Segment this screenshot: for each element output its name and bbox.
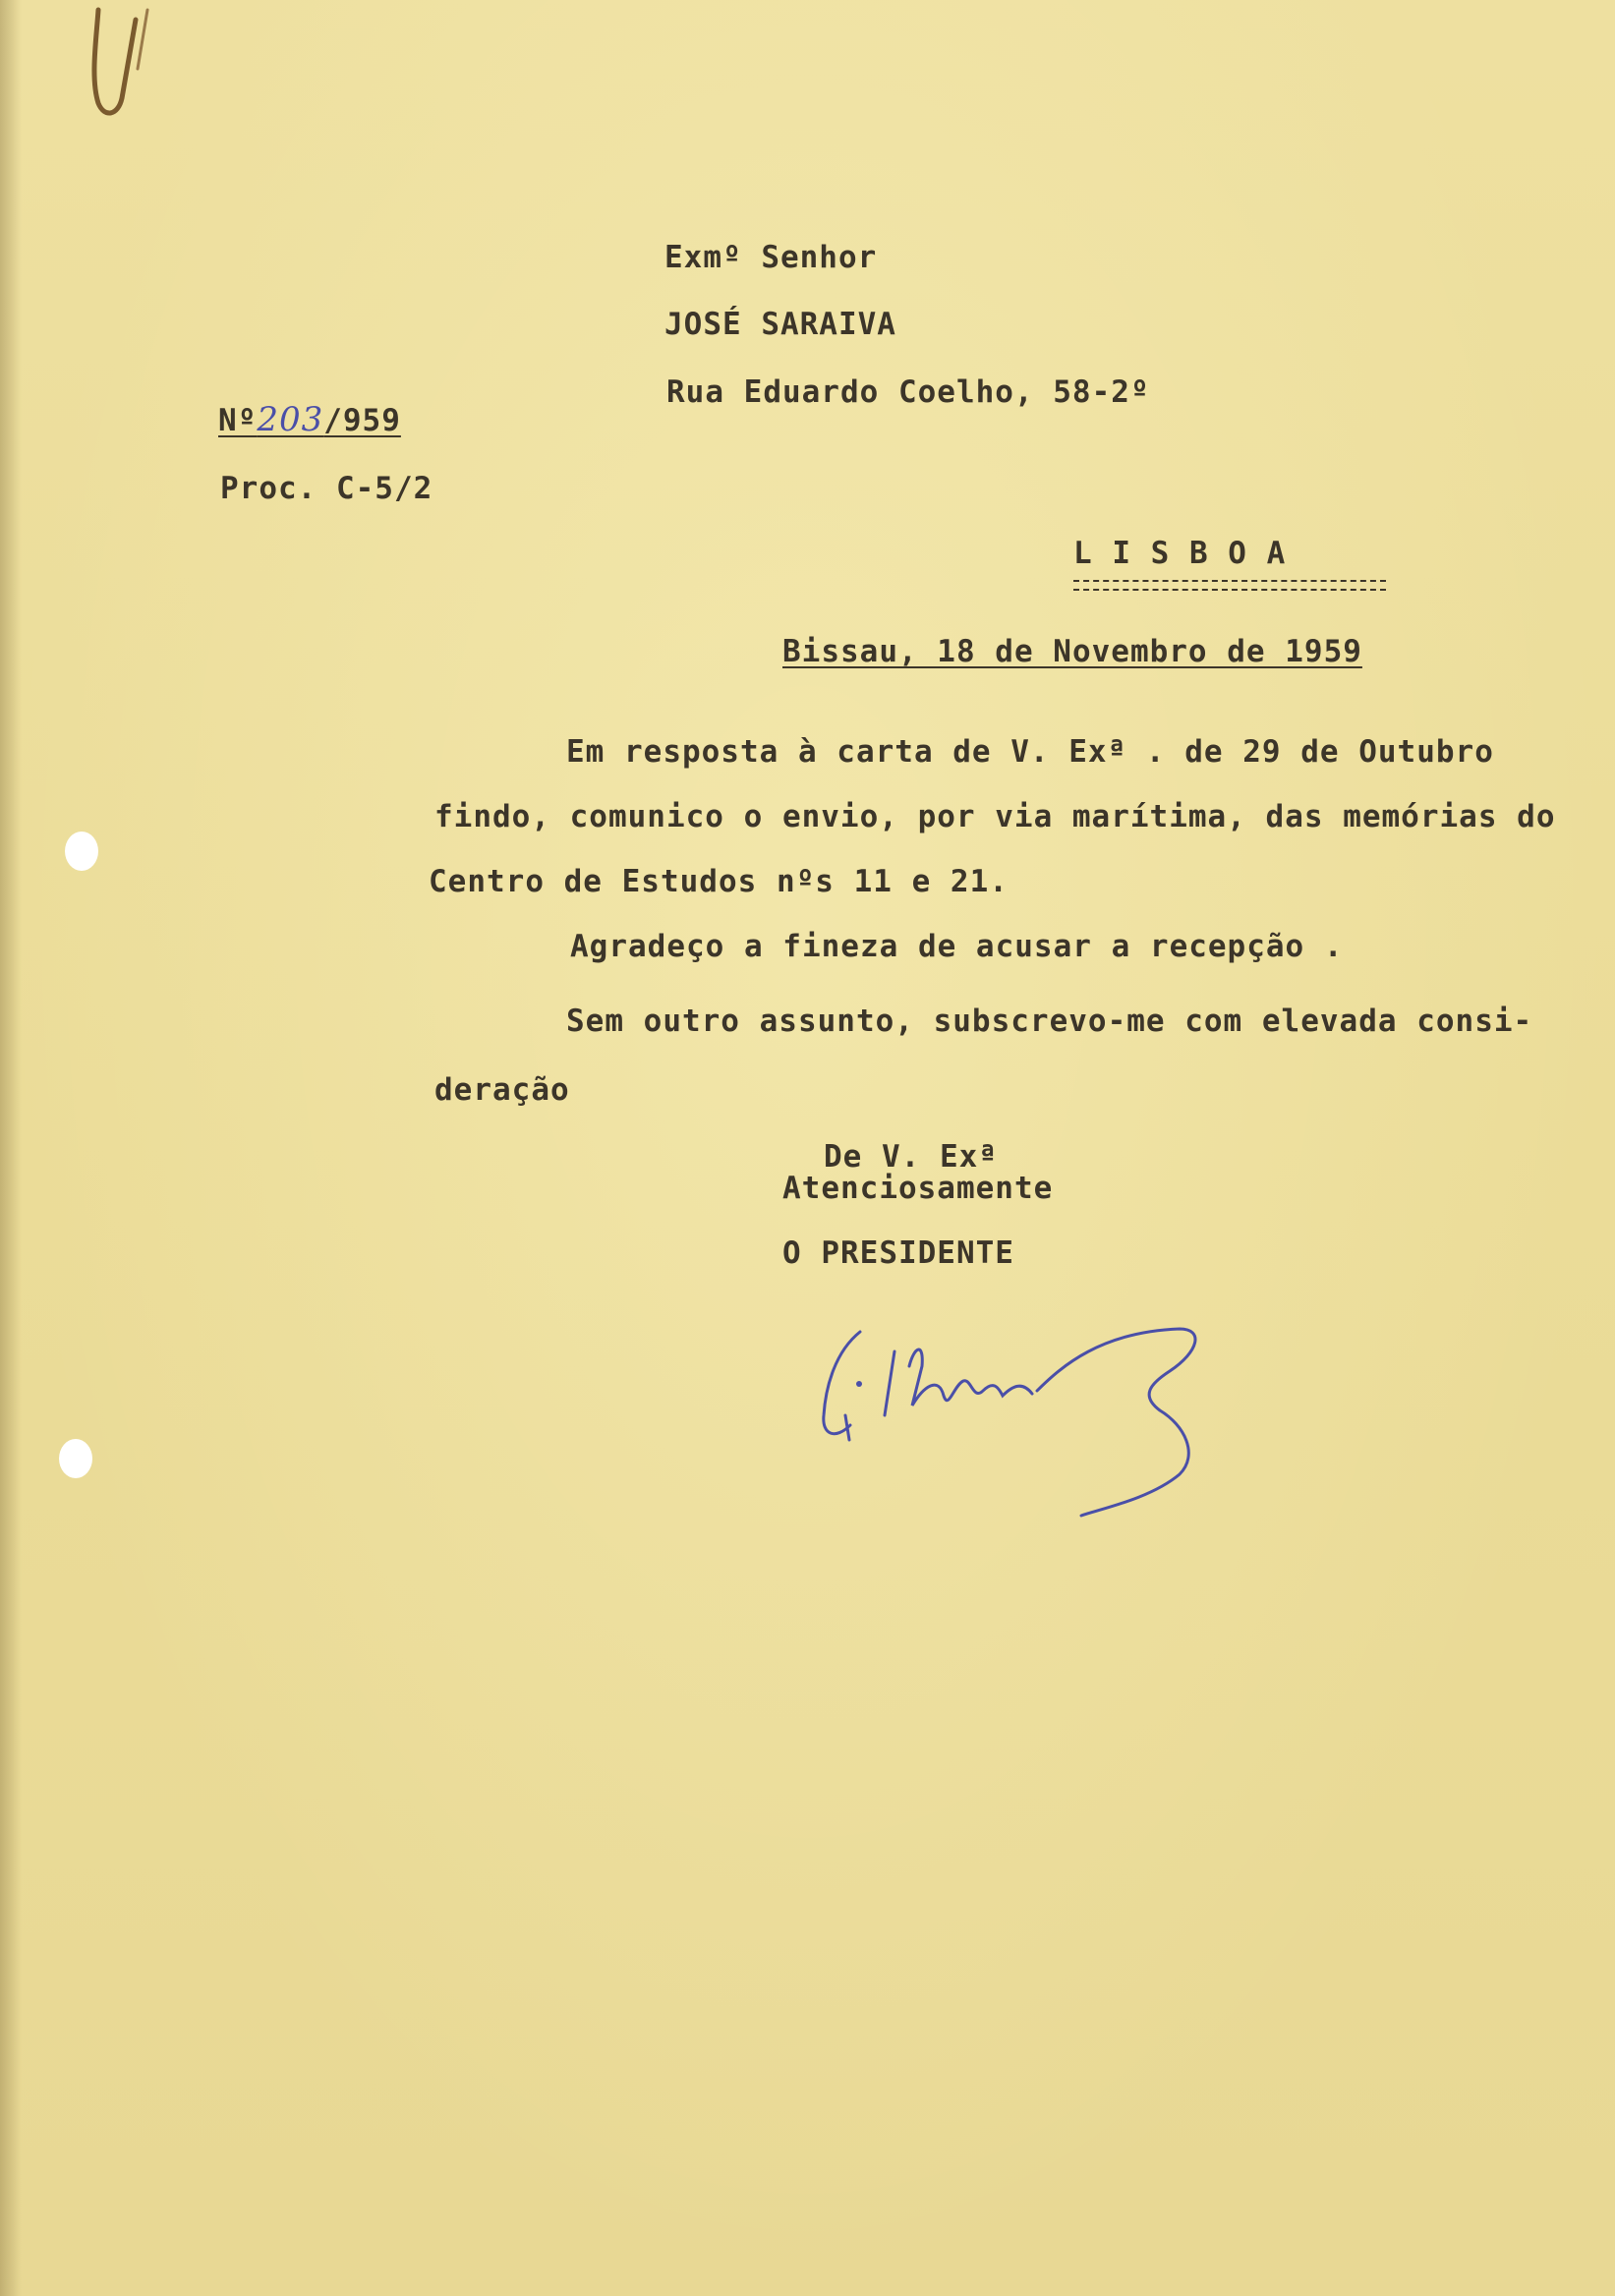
reference-process: Proc. C-5/2 (220, 471, 433, 506)
closing-line-1: De V. Exª (824, 1139, 998, 1175)
reference-number-suffix: /959 (323, 403, 401, 438)
recipient-salutation: Exmº Senhor (664, 240, 878, 275)
page-edge-shadow (0, 0, 22, 2296)
body-line-6: deração (434, 1072, 570, 1108)
body-line-5: Sem outro assunto, subscrevo-me com elevada consi- (566, 1004, 1533, 1039)
date-line: Bissau, 18 de Novembro de 1959 (782, 634, 1362, 669)
closing-title: O PRESIDENTE (782, 1235, 1014, 1271)
body-line-1: Em resposta à carta de V. Exª . de 29 de Outubro (566, 734, 1494, 770)
body-line-2: findo, comunico o envio, por via marítima, das memórias do (434, 799, 1556, 834)
punch-hole-bottom (59, 1439, 92, 1478)
signature (806, 1307, 1219, 1533)
reference-number (218, 400, 401, 439)
punch-hole-top (65, 832, 98, 871)
body-line-3: Centro de Estudos nºs 11 e 21. (429, 864, 1009, 899)
recipient-name: JOSÉ SARAIVA (664, 307, 896, 342)
city-double-underline (1073, 580, 1386, 591)
recipient-city: L I S B O A (1073, 536, 1287, 571)
reference-number-prefix: Nº (218, 403, 258, 438)
body-line-4: Agradeço a fineza de acusar a recepção . (570, 929, 1344, 964)
reference-number-handwritten: 203 (257, 400, 324, 439)
paper-clip-mark-icon (79, 0, 197, 128)
closing-line-2: Atenciosamente (782, 1171, 1054, 1206)
recipient-address: Rua Eduardo Coelho, 58-2º (666, 374, 1150, 410)
